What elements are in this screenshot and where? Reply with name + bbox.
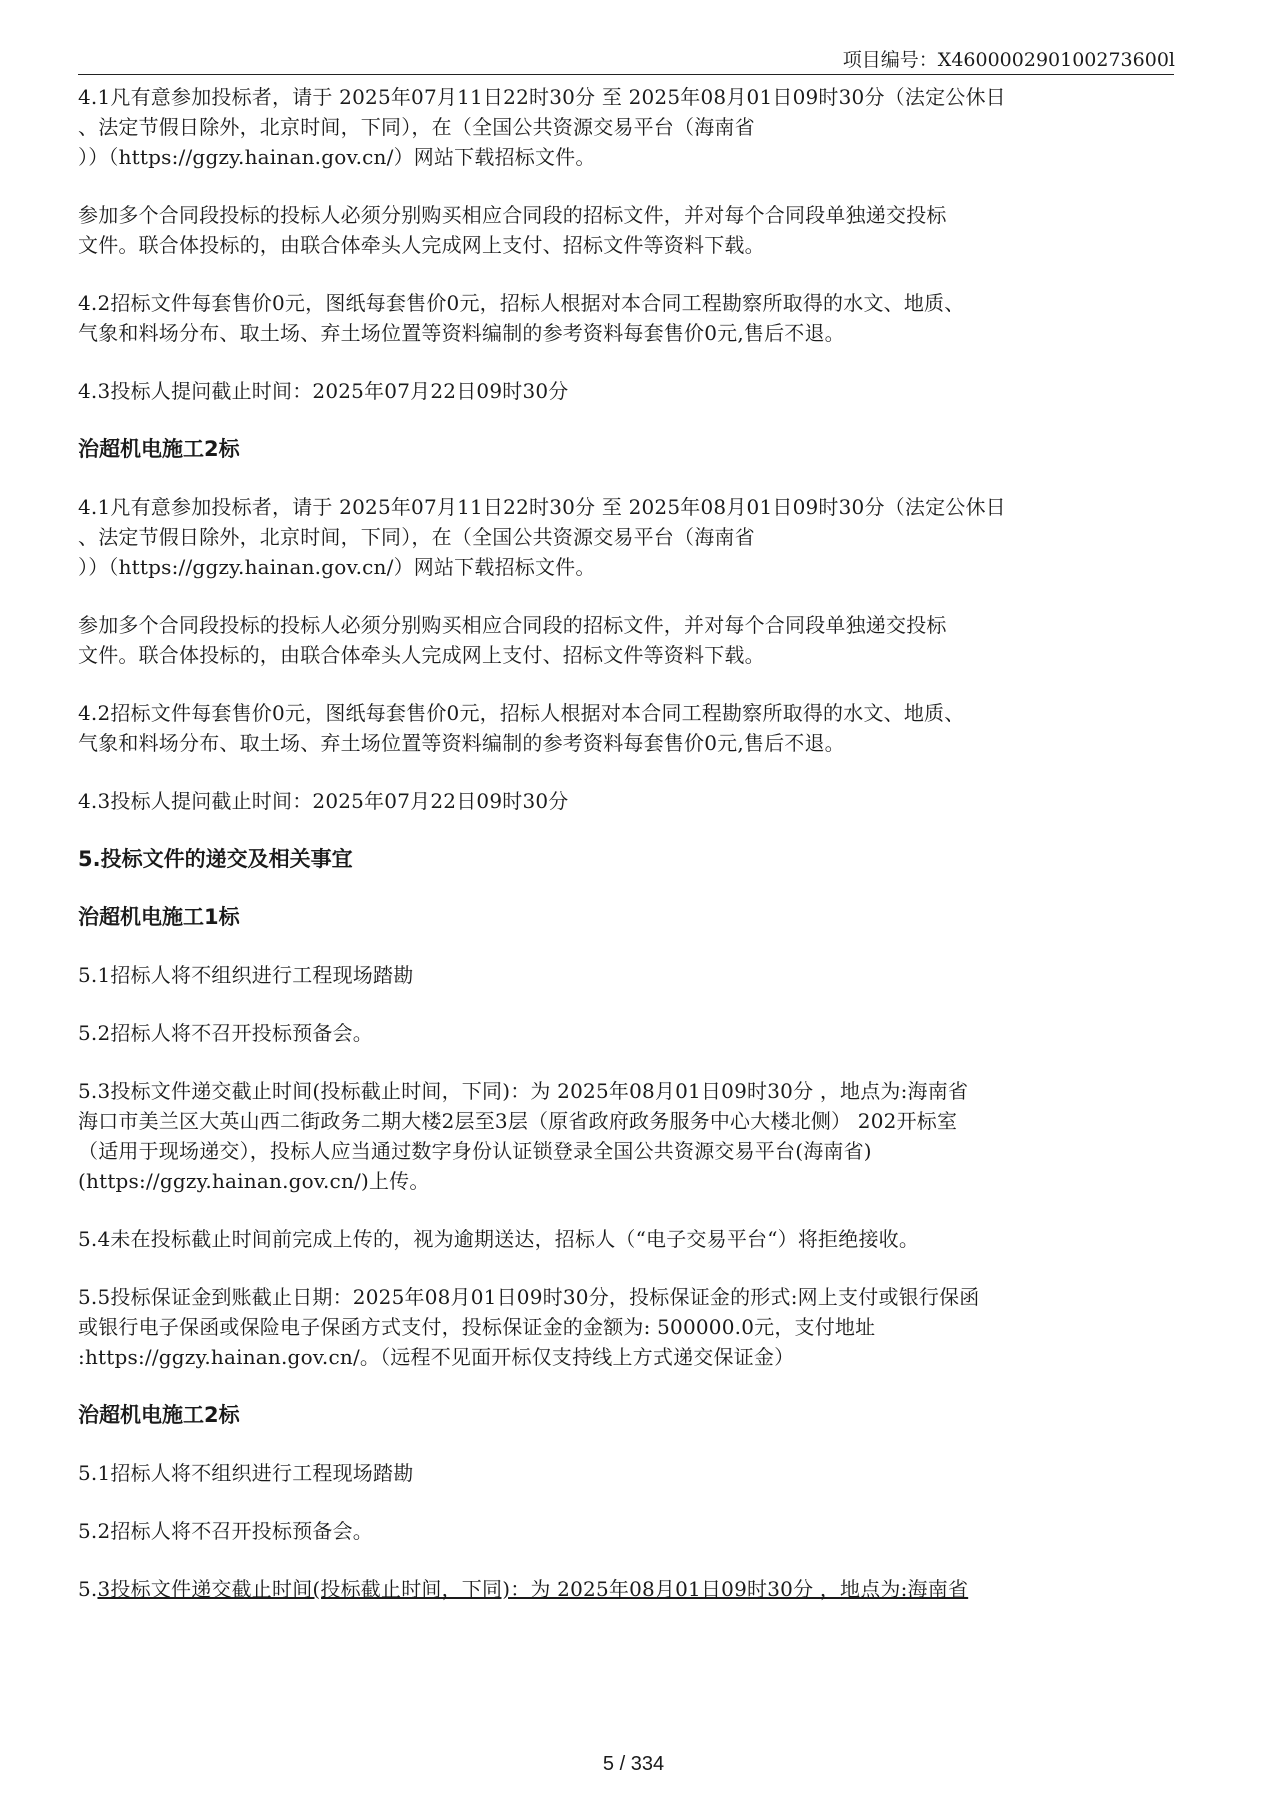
paragraph-line: (https://ggzy.hainan.gov.cn/)上传。 [78,1169,430,1193]
paragraph-line: （适用于现场递交），投标人应当通过数字身份认证锁登录全国公共资源交易平台(海南省) [78,1139,872,1163]
paragraph-line: ））（https://ggzy.hainan.gov.cn/）网站下载招标文件。 [78,145,596,169]
paragraph-line: 4.1凡有意参加投标者，请于 2025年07月11日22时30分 至 2025年08月01日09时30分（法定公休日 [78,495,1006,519]
paragraph-line: 5.1招标人将不组织进行工程现场踏勘 [78,963,414,987]
paragraph [78,698,1188,758]
page-number: 5 / 334 [602,1753,665,1775]
paragraph-line: 、法定节假日除外，北京时间，下同），在（全国公共资源交易平台（海南省 [78,525,755,549]
paragraph [78,200,1188,260]
paragraph [78,1076,1188,1196]
paragraph-line: 4.2招标文件每套售价0元，图纸每套售价0元，招标人根据对本合同工程勘察所取得的水文、地质、 [78,291,965,315]
section-heading: 治超机电施工1标 [78,905,240,929]
paragraph-line: 5.4未在投标截止时间前完成上传的，视为逾期送达，招标人（“电子交易平台“）将拒绝接收。 [78,1227,920,1251]
paragraph [78,1018,1188,1048]
paragraph-line: 参加多个合同段投标的投标人必须分别购买相应合同段的招标文件，并对每个合同段单独递交投标 [78,613,947,637]
header-divider [78,74,1174,75]
paragraph [78,288,1188,348]
paragraph-line: 4.1凡有意参加投标者，请于 2025年07月11日22时30分 至 2025年08月01日09时30分（法定公休日 [78,85,1006,109]
paragraph-line: 、法定节假日除外，北京时间，下同），在（全国公共资源交易平台（海南省 [78,115,755,139]
paragraph-line: 5.5投标保证金到账截止日期：2025年08月01日09时30分，投标保证金的形式:网上支付或银行保函 [78,1285,980,1309]
paragraph-line: :https://ggzy.hainan.gov.cn/。（远程不见面开标仅支持线上方式递交保证金） [78,1345,795,1369]
paragraph-line: 4.3投标人提问截止时间：2025年07月22日09时30分 [78,379,569,403]
paragraph [78,786,1188,816]
paragraph [78,82,1188,172]
paragraph-line: 海口市美兰区大英山西二街政务二期大楼2层至3层（原省政府政务服务中心大楼北侧） 202开标室 [78,1109,958,1133]
paragraph-line: 参加多个合同段投标的投标人必须分别购买相应合同段的招标文件，并对每个合同段单独递交投标 [78,203,947,227]
project-id-header: 项目编号：X460000290100273600l [842,49,1175,71]
paragraph [78,492,1188,582]
paragraph-prefix: 5. [78,1577,98,1601]
paragraph-line: 气象和料场分布、取土场、弃土场位置等资料编制的参考资料每套售价0元,售后不退。 [78,731,845,755]
paragraph-line: 4.3投标人提问截止时间：2025年07月22日09时30分 [78,789,569,813]
paragraph-line: 5.2招标人将不召开投标预备会。 [78,1021,374,1045]
paragraph [78,1224,1188,1254]
underlined-text: 3投标文件递交截止时间(投标截止时间，下同)：为 2025年08月01日09时30分 ，地点为:海南省 [97,1577,969,1601]
section-heading: 5.投标文件的递交及相关事宜 [78,847,353,871]
paragraph-line: 5.2招标人将不召开投标预备会。 [78,1519,374,1543]
paragraph [78,960,1188,990]
paragraph-line: 文件。联合体投标的，由联合体牵头人完成网上支付、招标文件等资料下载。 [78,643,765,667]
document-body [78,82,1188,1632]
paragraph [78,1458,1188,1488]
paragraph [78,376,1188,406]
paragraph-line: 5.3投标文件递交截止时间(投标截止时间，下同)：为 2025年08月01日09时30分 ，地点为:海南省 [78,1079,969,1103]
paragraph-line: 文件。联合体投标的，由联合体牵头人完成网上支付、招标文件等资料下载。 [78,233,765,257]
paragraph-line: 或银行电子保函或保险电子保函方式支付，投标保证金的金额为: 500000.0元，支付地址 [78,1315,876,1339]
paragraph-line: 5.1招标人将不组织进行工程现场踏勘 [78,1461,414,1485]
paragraph [78,1516,1188,1546]
paragraph-line [78,1574,1188,1604]
paragraph-line: ））（https://ggzy.hainan.gov.cn/）网站下载招标文件。 [78,555,596,579]
paragraph [78,610,1188,670]
section-heading: 治超机电施工2标 [78,1403,240,1427]
paragraph-line: 4.2招标文件每套售价0元，图纸每套售价0元，招标人根据对本合同工程勘察所取得的水文、地质、 [78,701,965,725]
paragraph-line: 气象和料场分布、取土场、弃土场位置等资料编制的参考资料每套售价0元,售后不退。 [78,321,845,345]
paragraph [78,1574,1188,1604]
section-heading: 治超机电施工2标 [78,437,240,461]
paragraph [78,1282,1188,1372]
